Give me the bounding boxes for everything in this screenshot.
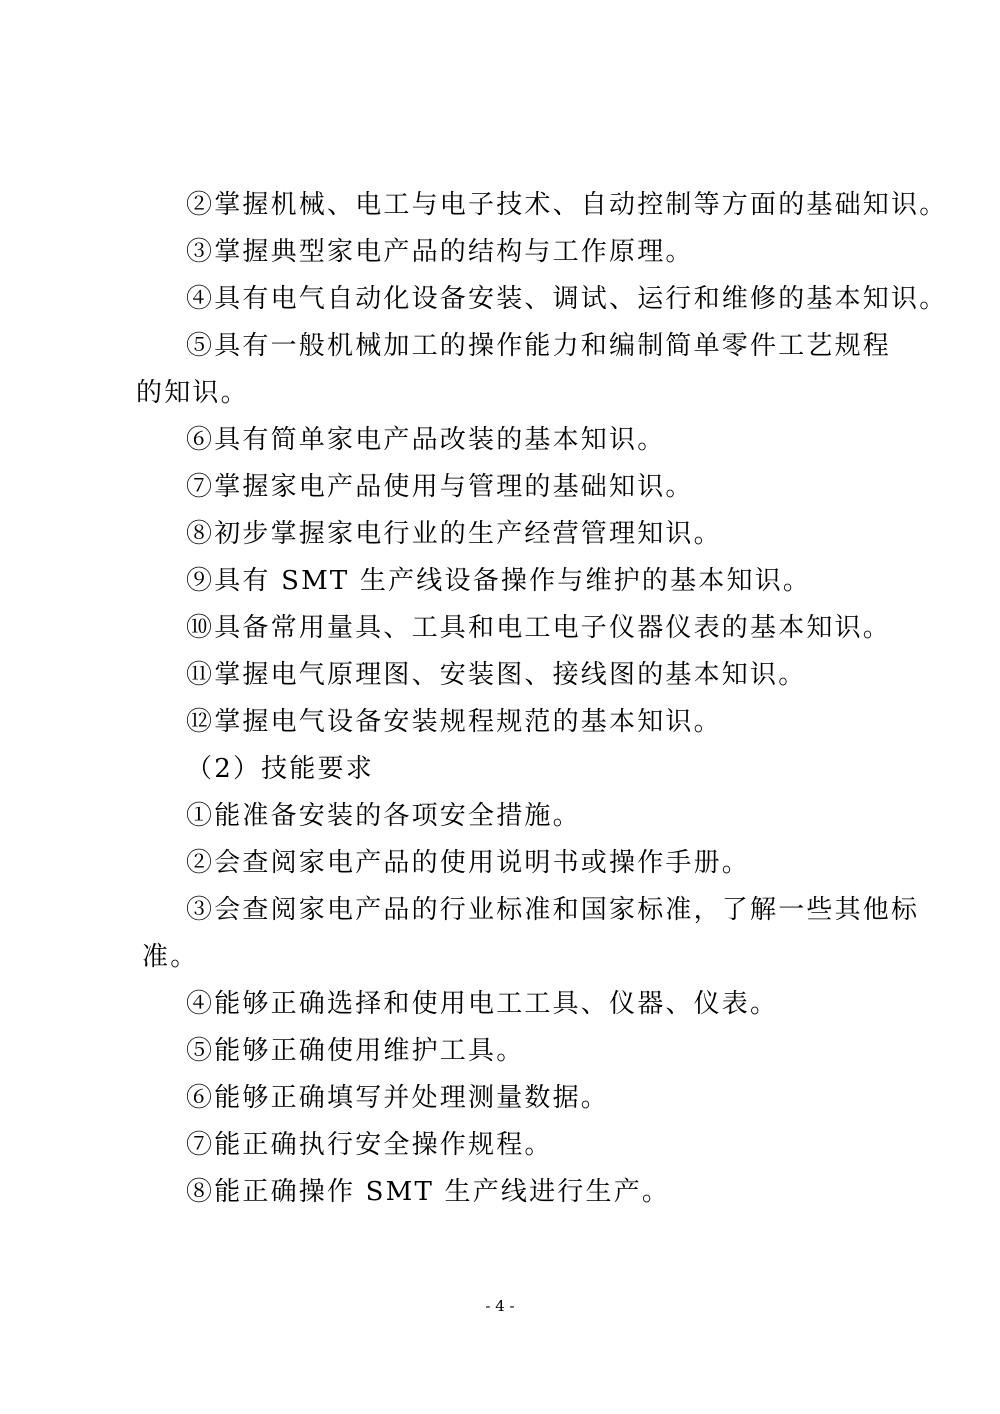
- knowledge-item-8: ⑧初步掌握家电行业的生产经营管理知识。: [186, 519, 722, 549]
- knowledge-item-12: ⑫掌握电气设备安装规程规范的基本知识。: [186, 707, 722, 737]
- skill-item-1: ①能准备安装的各项安全措施。: [186, 801, 581, 831]
- section-heading-skills: （2）技能要求: [186, 754, 374, 784]
- skill-item-3-continued: 准。: [142, 942, 199, 972]
- knowledge-item-6: ⑥具有简单家电产品改装的基本知识。: [186, 425, 666, 455]
- knowledge-item-5-continued: 的知识。: [136, 378, 249, 408]
- skill-item-8: ⑧能正确操作 SMT 生产线进行生产。: [186, 1177, 671, 1207]
- page-number: - 4 -: [485, 1297, 515, 1315]
- skill-item-4: ④能够正确选择和使用电工工具、仪器、仪表。: [186, 989, 779, 1019]
- skill-item-3: ③会查阅家电产品的行业标准和国家标准，了解一些其他标: [186, 895, 920, 925]
- skill-item-7: ⑦能正确执行安全操作规程。: [186, 1130, 553, 1160]
- knowledge-item-9: ⑨具有 SMT 生产线设备操作与维护的基本知识。: [186, 566, 812, 596]
- skill-item-6: ⑥能够正确填写并处理测量数据。: [186, 1083, 610, 1113]
- knowledge-item-2: ②掌握机械、电工与电子技术、自动控制等方面的基础知识。: [186, 190, 948, 220]
- knowledge-item-4: ④具有电气自动化设备安装、调试、运行和维修的基本知识。: [186, 284, 948, 314]
- knowledge-item-7: ⑦掌握家电产品使用与管理的基础知识。: [186, 472, 694, 502]
- skill-item-2: ②会查阅家电产品的使用说明书或操作手册。: [186, 848, 751, 878]
- knowledge-item-10: ⑩具备常用量具、工具和电工电子仪器仪表的基本知识。: [186, 613, 892, 643]
- knowledge-item-5: ⑤具有一般机械加工的操作能力和编制简单零件工艺规程: [186, 331, 892, 361]
- skill-item-5: ⑤能够正确使用维护工具。: [186, 1036, 525, 1066]
- knowledge-item-11: ⑪掌握电气原理图、安装图、接线图的基本知识。: [186, 660, 807, 690]
- knowledge-item-3: ③掌握典型家电产品的结构与工作原理。: [186, 237, 694, 267]
